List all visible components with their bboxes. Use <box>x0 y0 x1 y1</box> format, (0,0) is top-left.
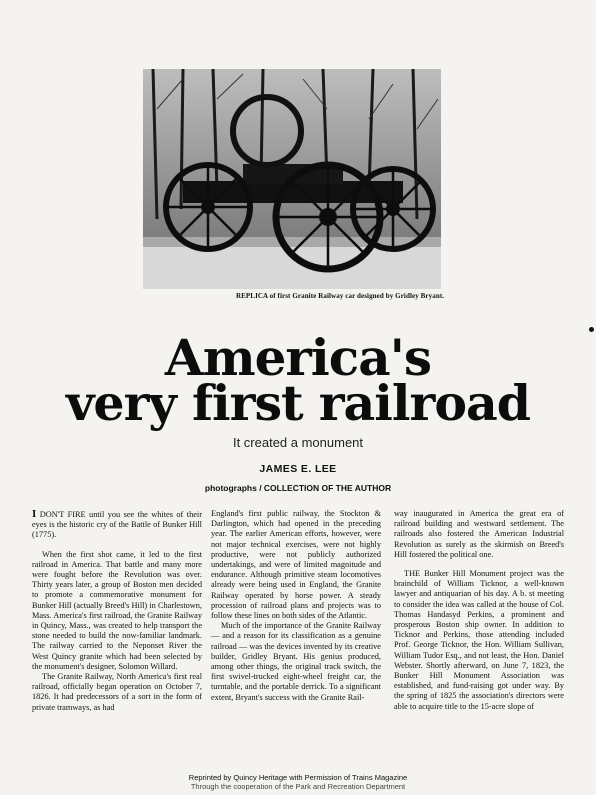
reprint-notice: Reprinted by Quincy Heritage with Permission of Trains Magazine <box>188 773 408 782</box>
railway-car-illustration <box>143 69 441 289</box>
reprint-notice-2: Through the cooperation of the Park and Recreation Department <box>190 782 406 791</box>
photo-credit: photographs / COLLECTION OF THE AUTHOR <box>204 483 392 493</box>
body-paragraph <box>32 509 202 541</box>
article-author: JAMES E. LEE <box>259 463 337 475</box>
body-paragraph: way inaugurated in America the great era of railroad building and westward settlement. The railroads also fostered the American Industrial Revolution as surely as the skirmish on Breed's Hill fostered the political one. <box>394 509 564 559</box>
body-paragraph: The Granite Railway, North America's first real railroad, officially began operation on October 7, 1826. It had predecessors of a sort in the form of private tramways, as had <box>32 672 202 712</box>
body-paragraph: When the first shot came, it led to the first railroad in America. That battle and many more were fought before the Revolution was over. Thirty years later, a group of Boston men decided to promote a commemorative monument for Bunker Hill (actually Breed's Hill) in Charlestown, Mass. America's first railroad, the Granite Railway in Quincy, Mass., was created to help transport the stone needed to build the now-familiar landmark. The railway carried to the Neponset River the West Quincy granite which had been selected by the monument's designer, Solomon Willard. <box>32 549 202 671</box>
article-title-line-2: very first railroad <box>65 374 531 432</box>
photo-caption: REPLICA of first Granite Railway car designed by Gridley Bryant. <box>236 292 445 300</box>
scan-mark <box>589 327 594 332</box>
body-column-3 <box>394 509 564 712</box>
body-column-1 <box>32 509 202 713</box>
article-title-line-1: America's <box>164 328 432 387</box>
drop-cap: I <box>32 508 37 520</box>
railway-car-photo <box>143 69 441 289</box>
body-paragraph: THE Bunker Hill Monument project was the brainchild of William Ticknor, a well-known lawyer and antiquarian of his day. A b. st meeting to consider the idea was called at the house of Col. Thomas Handasyd Perkins, a prominent and prosperous Boston ship owner. In addition to Ticknor and Perkins, those attending included Prof. George Ticknor, the Hon. William Sullivan, William Tudor Esq., and not least, the Hon. Daniel Webster. Shortly afterward, on June 7, 1823, the Bunker Hill Monument Association was established, and fund-raising got under way. By the spring of 1825 the association's directors were able to acquire title to the 15-acre slope of <box>394 569 564 711</box>
paragraph-text: DON'T FIRE until you see the whites of their eyes is the historic cry of the Battle of Bunker Hill (1775). <box>32 510 202 540</box>
article-subtitle: It created a monument <box>232 435 364 450</box>
body-paragraph: Much of the importance of the Granite Railway — and a reason for its classification as a genuine railroad — was the devices invented by its creative builder, Gridley Bryant. His genius produced, among other things, the original track switch, the first swivel-trucked eight-wheel freight car, the turntable, and the portable derrick. To a significant extent, Bryant's success with the Granite Rail- <box>211 621 381 702</box>
body-paragraph: England's first public railway, the Stockton & Darlington, which had opened in the preceding year. The earlier American efforts, however, were not major technical exercises, were not highly productive, were not publicly authorized undertakings, and were of limited magnitude and endurance. Although primitive steam locomotives already were being used in England, the Granite Railway operated by horse power. A steady procession of railroad plans and projects was to follow these lines on both sides of the Atlantic. <box>211 509 381 621</box>
body-column-2 <box>211 509 381 703</box>
